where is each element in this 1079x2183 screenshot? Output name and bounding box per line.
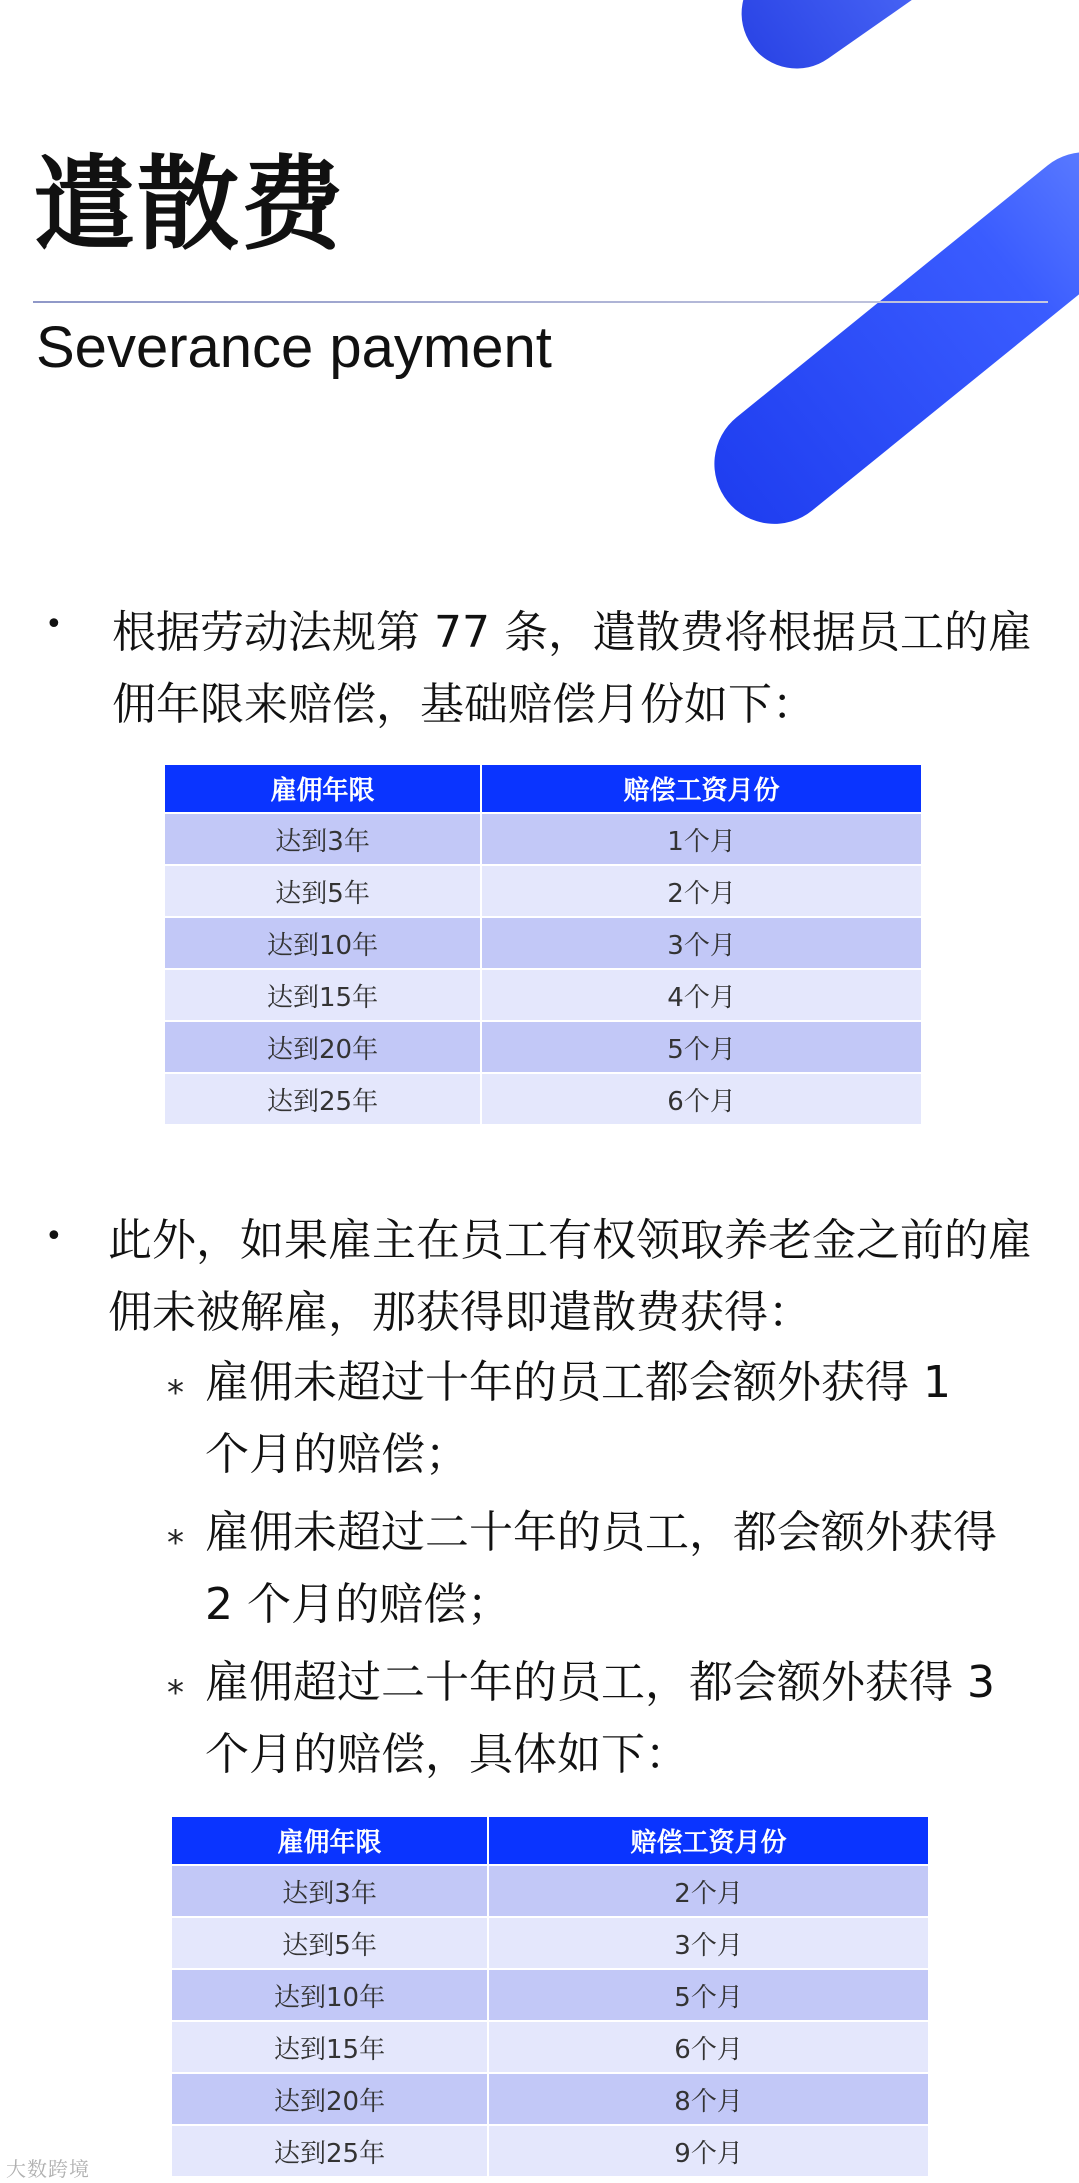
- watermark: 大数跨境: [6, 2157, 90, 2181]
- base-compensation-table: [163, 763, 923, 1126]
- table-cell: 2个月: [488, 1865, 929, 1917]
- table-cell: 达到10年: [164, 917, 481, 969]
- table-cell: 达到25年: [164, 1073, 481, 1125]
- table-cell: 达到20年: [164, 1021, 481, 1073]
- page-title: 遣散费: [33, 146, 345, 265]
- sub-item: 雇佣未超过二十年的员工，都会额外获得 2 个月的赔偿；: [205, 1507, 997, 1630]
- column-header: 赔偿工资月份: [488, 1816, 929, 1865]
- sub-item: 雇佣超过二十年的员工，都会额外获得 3 个月的赔偿，具体如下：: [205, 1657, 995, 1780]
- table-cell: 9个月: [488, 2125, 929, 2177]
- table-cell: 达到20年: [171, 2073, 488, 2125]
- table-cell: 6个月: [488, 2021, 929, 2073]
- table-cell: 达到5年: [171, 1917, 488, 1969]
- page-subtitle: Severance payment: [36, 315, 552, 380]
- table-cell: 3个月: [488, 1917, 929, 1969]
- table-cell: 5个月: [481, 1021, 922, 1073]
- table-row: [164, 813, 922, 865]
- table-cell: 2个月: [481, 865, 922, 917]
- extra-paragraph: 此外，如果雇主在员工有权领取养老金之前的雇佣未被解雇，那获得即遣散费获得：: [108, 1215, 1032, 1338]
- column-header: 雇佣年限: [164, 764, 481, 813]
- table-header-row: [164, 764, 922, 813]
- column-header: 赔偿工资月份: [481, 764, 922, 813]
- table-cell: 达到15年: [171, 2021, 488, 2073]
- table-row: [164, 1021, 922, 1073]
- table-row: [171, 2073, 929, 2125]
- table-row: [164, 917, 922, 969]
- table-row: [164, 969, 922, 1021]
- table-row: [171, 1917, 929, 1969]
- table-cell: 达到5年: [164, 865, 481, 917]
- table-row: [171, 2021, 929, 2073]
- intro-paragraph: 根据劳动法规第 77 条，遣散费将根据员工的雇佣年限来赔偿，基础赔偿月份如下：: [112, 607, 1032, 730]
- bullet-icon: •: [45, 1219, 63, 1254]
- table-row: [171, 1969, 929, 2021]
- table-row: [171, 1865, 929, 1917]
- column-header: 雇佣年限: [171, 1816, 488, 1865]
- bullet-icon: •: [45, 607, 63, 642]
- decorative-stripe-large: [690, 128, 1079, 549]
- table-cell: 达到3年: [164, 813, 481, 865]
- table-cell: 4个月: [481, 969, 922, 1021]
- asterisk-icon: *: [167, 1673, 184, 1713]
- table-row: [164, 865, 922, 917]
- table-cell: 达到10年: [171, 1969, 488, 2021]
- table-cell: 1个月: [481, 813, 922, 865]
- table-cell: 达到15年: [164, 969, 481, 1021]
- extra-compensation-table: [170, 1815, 930, 2178]
- title-divider: [33, 301, 1048, 303]
- table-cell: 3个月: [481, 917, 922, 969]
- asterisk-icon: *: [167, 1373, 184, 1413]
- table-row: [164, 1073, 922, 1125]
- table-header-row: [171, 1816, 929, 1865]
- table-cell: 达到3年: [171, 1865, 488, 1917]
- sub-item: 雇佣未超过十年的员工都会额外获得 1 个月的赔偿；: [205, 1357, 951, 1480]
- asterisk-icon: *: [167, 1523, 184, 1563]
- table-cell: 8个月: [488, 2073, 929, 2125]
- table-cell: 达到25年: [171, 2125, 488, 2177]
- table-row: [171, 2125, 929, 2177]
- table-cell: 6个月: [481, 1073, 922, 1125]
- table-cell: 5个月: [488, 1969, 929, 2021]
- decorative-stripe-top: [720, 0, 1012, 90]
